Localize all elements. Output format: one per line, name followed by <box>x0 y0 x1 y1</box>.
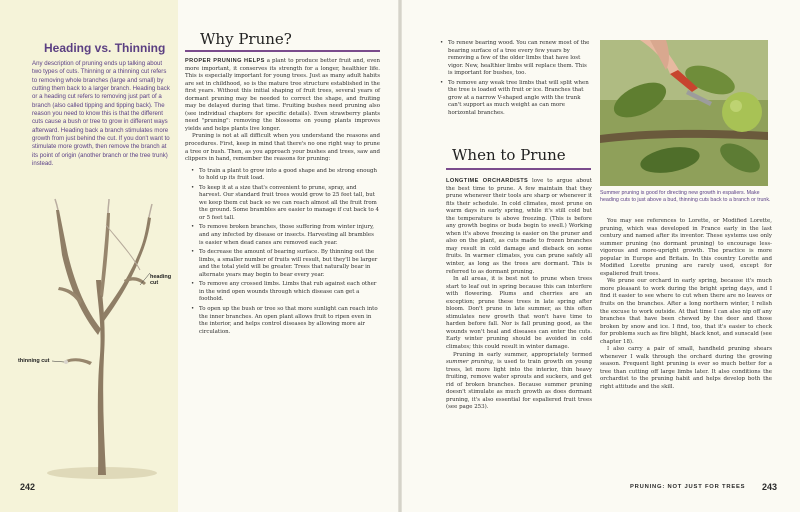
section-title-when-to-prune: When to Prune <box>452 146 566 164</box>
column-top-bullets <box>434 40 590 119</box>
running-head: PRUNING: NOT JUST FOR TREES <box>630 484 746 490</box>
tree-illustration <box>22 195 172 485</box>
paragraph: You may see references to Lorette, or Modified Lorette, pruning, which was developed in France early in the last century and named after its inventor. These systems use only summer pruning (no dormant pruning) to encourage less-vigorous and more-upright growth. The practice is more popular in Europe and Britain. In this country Lorette and Modified Lorette pruning are rarely used, except for espaliered fruit trees. <box>600 218 772 277</box>
page-number-left: 242 <box>20 482 36 492</box>
paragraph: Pruning is not at all difficult when you understand the reasons and procedures. First, keep in mind that there's no one right way to prune a tree or bush. Then, as you approach your bushes and trees, saw and clippers in hand, remember the reasons for pruning: <box>185 133 380 163</box>
list-item: • To open up the bush or tree so that more sunlight can reach into the inner branches. An open plant allows fruit to ripen even in the interior, and helps control diseases by allowing more air circulation. <box>199 306 380 336</box>
label-thinning-cut: thinning cut <box>18 358 50 364</box>
sidebar-title: Heading vs. Thinning <box>44 41 166 55</box>
list-item: • To train a plant to grow into a good shape and be strong enough to hold up its fruit load. <box>199 168 380 183</box>
list-item: • To remove any crossed limbs. Limbs that rub against each other in the wind open wounds through which disease can get a foothold. <box>199 281 380 304</box>
column-lorette <box>600 218 772 392</box>
paragraph: love to argue about the best time to prune. A few maintain that they prune whenever their tools are sharp or whenever it fits their schedule. In cold climates, most prune on warm days in early spring, while it's still cold but the temperature is above freezing. (This is before any growth begins or buds begin to swell.) Working when it's above freezing is easier on the pruner and also on the plant, as cuts made to frozen branches may result in cold damage and dieback on some fruits. In warmer climates, you can prune safely all winter, as long as the trees are dormant. This is referred to as dormant pruning. <box>446 178 592 275</box>
list-item: • To decrease the amount of bearing surface. By thinning out the limbs, a smaller number of fruits will result, but they'll be larger and the total yield will be greater. Trees that naturally bear in alternate years may begin to bear every year. <box>199 249 380 279</box>
paragraph: We prune our orchard in early spring, because it's much more pleasant to work during the bright spring days, and I find it easier to see where to cut when there are no leaves or fruits on the branches. After a long northern winter, I relish the excuse to work outside. At that time I can also nip off any branches that have been chewed by the deer and those broken by snow and ice. I find, too, that it's easier to check for problems such as fire blight, black knot, and sunscald (see chapter 18). <box>600 278 772 345</box>
reasons-list-continued <box>448 40 590 117</box>
paragraph: Pruning in early summer, appropriately termed summer pruning, is used to train growth on young trees, let more light into the interior, thin heavy fruiting, remove water sprouts and suckers, and get rid of broken branches. Because summer pruning doesn't stimulate as much growth as does dormant pruning, it's also essential for espaliered fruit trees (see page 253). <box>446 351 592 411</box>
column-why-prune <box>185 58 380 338</box>
photo-caption: Summer pruning is good for directing new growth in espaliers. Make heading cuts to just above a bud, thinning cuts back to a branch or trunk. <box>600 190 771 204</box>
list-item: • To remove broken branches, those suffering from winter injury, and any infected by disease or insects. Harvesting all brambles is easier when dead canes are removed each year. <box>199 224 380 247</box>
lead-in: LONGTIME ORCHARDISTS <box>446 178 529 184</box>
paragraph: In all areas, it is best not to prune when trees start to leaf out in spring because this can interfere with flowering. Plums and cherries are an exception; prune these trees in late spring after bloom. Don't prune in late summer, as this often stimulates new growth that won't have time to harden before fall. Nor is fall pruning good, as the wounds won't heal and diseases can enter the cuts. Early winter pruning should be avoided in cold climates; this could result in winter damage. <box>446 276 592 351</box>
lead-in: PROPER PRUNING HELPS <box>185 58 265 64</box>
title-rule <box>446 168 591 170</box>
label-heading-cut: heading cut <box>150 274 172 286</box>
list-item: • To remove any weak tree limbs that will split when the tree is loaded with fruit or ice. Branches that grow at a narrow V-shaped angle with the trunk can't support as much weight as can more horizontal branches. <box>448 80 590 118</box>
book-gutter <box>398 0 402 512</box>
paragraph: a plant to produce better fruit and, even more important, it conserves its strength for a longer, healthier life. This is especially important for young trees. Just as many adult habits are set in childhood, so is the mature tree structure established in the first years. Without this initial shaping of fruit trees, several years of dormant pruning may be needed to correct the shape, and fruiting may be delayed during that time. Fruiting bushes need pruning also (see individual chapters for specific details). Even strawberry plants need "pruning": removing the blossoms on young plants improves yields and helps plants live longer. <box>185 58 380 132</box>
pruning-photo <box>600 40 768 186</box>
paragraph: I also carry a pair of small, handheld pruning shears whenever I walk through the orchard during the growing season. Frequent light pruning is ever so much better for a tree than cutting off large limbs later. It also conditions the orchardist to the pruning habit and helps develop both the right attitude and the skill. <box>600 346 772 391</box>
page-number-right: 243 <box>762 482 778 492</box>
column-when-to-prune <box>446 178 592 412</box>
section-title-why-prune: Why Prune? <box>200 30 292 48</box>
sidebar-panel <box>0 0 178 512</box>
list-item: • To keep it at a size that's convenient to prune, spray, and harvest. Our standard fruit trees would grow to 25 feet tall, but we keep them cut back so we can reach almost all the fruit from the ground. Some brambles are easier to manage if cut back to 4 or 5 feet tall. <box>199 185 380 223</box>
list-item: • To renew bearing wood. You can renew most of the bearing surface of a tree every few years by removing a few of the older limbs that have lost vigor. New, healthier limbs will replace them. This is important for bushes, too. <box>448 40 590 78</box>
reasons-list <box>199 168 380 336</box>
sidebar-body: Any description of pruning ends up talking about two types of cuts. Thinning or a thinning cut refers to removing whole branches (large and small) by cutting them back to a larger branch. Heading back or a heading cut refers to removing just part of a branch (also called tipping and tipping back). The reason you need to know this is that the different cuts cause a bush or tree to grow in different ways afterward. Heading back a branch stimulates more growth from just behind the cut. If you don't want to stimulate more growth, then remove the branch at its point of origin (another branch or the tree trunk) instead. <box>32 60 170 168</box>
title-rule <box>185 50 380 52</box>
photo-illustration <box>600 40 768 186</box>
